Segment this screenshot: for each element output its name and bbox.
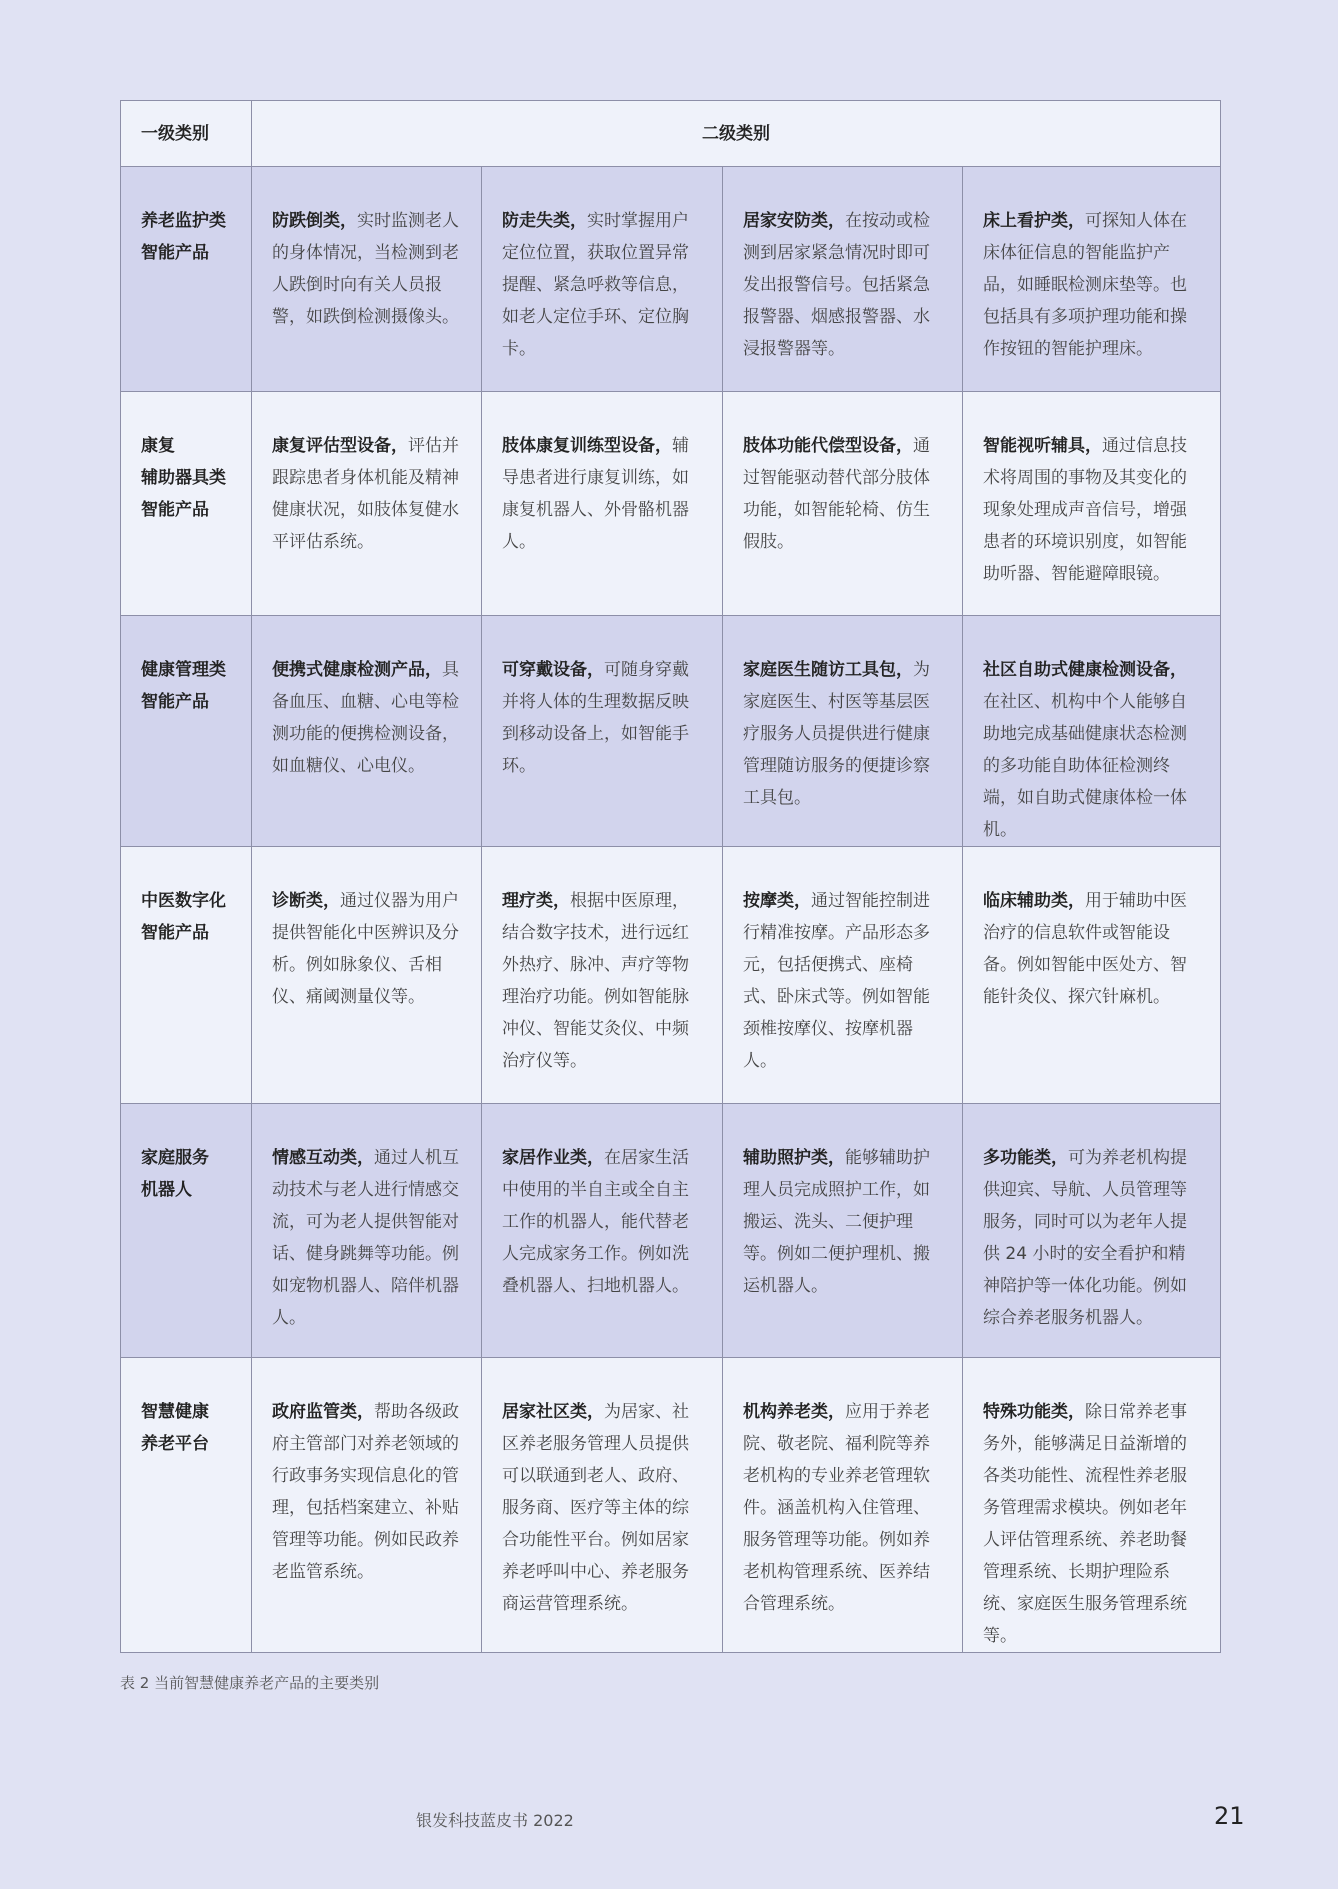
item-body: 除日常养老事务外，能够满足日益渐增的各类功能性、流程性养老服务管理需求模块。例如老年人评估管理系统、养老助餐管理系统、长期护理险系统、家庭医生服务管理系统等。 — [983, 1402, 1187, 1646]
table-header-row — [121, 101, 1221, 167]
item-sep: ， — [587, 1148, 604, 1168]
item-cell — [482, 1104, 723, 1358]
category-cell — [121, 616, 252, 847]
category-table — [120, 100, 1221, 1653]
category-text: 智慧健康 养老平台 — [141, 1402, 209, 1454]
item-sep: ， — [828, 211, 845, 231]
item-title: 床上看护类 — [983, 211, 1068, 231]
item-body: 通过智能控制进行精准按摩。产品形态多元，包括便携式、座椅式、卧床式等。例如智能颈椎按摩仪、按摩机器人。 — [743, 891, 930, 1071]
item-title: 机构养老类 — [743, 1402, 828, 1422]
item-cell — [963, 167, 1221, 392]
item-sep: ， — [896, 436, 913, 456]
category-cell — [121, 1358, 252, 1653]
item-title: 便携式健康检测产品 — [272, 660, 425, 680]
item-title: 理疗类 — [502, 891, 553, 911]
item-cell — [963, 392, 1221, 616]
item-title: 诊断类 — [272, 891, 323, 911]
category-text: 中医数字化 智能产品 — [141, 891, 226, 943]
item-cell — [252, 167, 482, 392]
item-title: 居家社区类 — [502, 1402, 587, 1422]
category-text: 康复 辅助器具类 智能产品 — [141, 436, 226, 520]
table-caption: 表 2 当前智慧健康养老产品的主要类别 — [120, 1674, 380, 1692]
item-body: 辅导患者进行康复训练，如康复机器人、外骨骼机器人。 — [502, 436, 689, 552]
item-cell — [482, 616, 723, 847]
item-body: 帮助各级政府主管部门对养老领域的行政事务实现信息化的管理，包括档案建立、补贴管理等功能。例如民政养老监管系统。 — [272, 1402, 459, 1582]
item-cell — [723, 616, 963, 847]
table-row — [121, 1104, 1221, 1358]
item-cell — [963, 1104, 1221, 1358]
category-text: 养老监护类 智能产品 — [141, 211, 226, 263]
item-body: 评估并跟踪患者身体机能及精神健康状况，如肢体复健水平评估系统。 — [272, 436, 459, 552]
item-cell — [963, 1358, 1221, 1653]
item-body: 实时监测老人的身体情况，当检测到老人跌倒时向有关人员报警，如跌倒检测摄像头。 — [272, 211, 459, 327]
item-title: 辅助照护类 — [743, 1148, 828, 1168]
item-body: 在社区、机构中个人能够自助地完成基础健康状态检测的多功能自助体征检测终端，如自助式健康体检一体机。 — [983, 692, 1187, 840]
item-title: 防走失类 — [502, 211, 570, 231]
item-cell — [482, 847, 723, 1104]
item-sep: ， — [794, 891, 811, 911]
item-sep: ， — [323, 891, 340, 911]
item-sep: ， — [357, 1402, 374, 1422]
item-cell — [252, 616, 482, 847]
item-sep: ， — [1068, 1402, 1085, 1422]
table-row — [121, 847, 1221, 1104]
item-title: 按摩类 — [743, 891, 794, 911]
item-sep: ， — [587, 1402, 604, 1422]
table-row — [121, 616, 1221, 847]
table-row — [121, 1358, 1221, 1653]
item-cell — [963, 616, 1221, 847]
item-sep: ， — [1051, 1148, 1068, 1168]
item-cell — [963, 847, 1221, 1104]
item-title: 防跌倒类 — [272, 211, 340, 231]
item-sep: ， — [425, 660, 442, 680]
item-cell — [723, 1358, 963, 1653]
item-cell — [723, 167, 963, 392]
item-sep: ， — [1170, 660, 1187, 680]
item-title: 家居作业类 — [502, 1148, 587, 1168]
item-sep: ， — [553, 891, 570, 911]
item-body: 能够辅助护理人员完成照护工作，如搬运、洗头、二便护理等。例如二便护理机、搬运机器人。 — [743, 1148, 930, 1296]
item-cell — [252, 392, 482, 616]
item-body: 通过仪器为用户提供智能化中医辨识及分析。例如脉象仪、舌相仪、痛阈测量仪等。 — [272, 891, 459, 1007]
item-cell — [482, 392, 723, 616]
item-sep: ， — [1068, 891, 1085, 911]
item-cell — [252, 1358, 482, 1653]
category-text: 健康管理类 智能产品 — [141, 660, 226, 712]
item-body: 在居家生活中使用的半自主或全自主工作的机器人，能代替老人完成家务工作。例如洗叠机器人、扫地机器人。 — [502, 1148, 689, 1296]
category-cell — [121, 847, 252, 1104]
item-cell — [723, 847, 963, 1104]
item-body: 用于辅助中医治疗的信息软件或智能设备。例如智能中医处方、智能针灸仪、探穴针麻机。 — [983, 891, 1187, 1007]
item-body: 根据中医原理，结合数字技术，进行远红外热疗、脉冲、声疗等物理治疗功能。例如智能脉冲仪、智能艾灸仪、中频治疗仪等。 — [502, 891, 689, 1071]
item-title: 情感互动类 — [272, 1148, 357, 1168]
item-cell — [482, 167, 723, 392]
item-sep: ， — [655, 436, 672, 456]
item-sep: ， — [391, 436, 408, 456]
item-body: 实时掌握用户定位位置，获取位置异常提醒、紧急呼救等信息，如老人定位手环、定位胸卡。 — [502, 211, 689, 359]
item-title: 特殊功能类 — [983, 1402, 1068, 1422]
item-title: 政府监管类 — [272, 1402, 357, 1422]
item-title: 居家安防类 — [743, 211, 828, 231]
item-sep: ， — [340, 211, 357, 231]
item-sep: ， — [357, 1148, 374, 1168]
item-title: 多功能类 — [983, 1148, 1051, 1168]
item-title: 肢体功能代偿型设备 — [743, 436, 896, 456]
item-body: 可随身穿戴并将人体的生理数据反映到移动设备上，如智能手环。 — [502, 660, 689, 776]
item-sep: ， — [896, 660, 913, 680]
item-title: 家庭医生随访工具包 — [743, 660, 896, 680]
item-sep: ， — [1085, 436, 1102, 456]
item-title: 临床辅助类 — [983, 891, 1068, 911]
item-title: 可穿戴设备 — [502, 660, 587, 680]
item-sep: ， — [1068, 211, 1085, 231]
category-cell — [121, 167, 252, 392]
footer-title: 银发科技蓝皮书 2022 — [416, 1811, 574, 1830]
header-level1: 一级类别 — [121, 101, 252, 167]
item-title: 肢体康复训练型设备 — [502, 436, 655, 456]
item-cell — [723, 1104, 963, 1358]
item-body: 可为养老机构提供迎宾、导航、人员管理等服务，同时可以为老年人提供 24 小时的安全看护和精神陪护等一体化功能。例如综合养老服务机器人。 — [983, 1148, 1187, 1328]
item-body: 在按动或检测到居家紧急情况时即可发出报警信号。包括紧急报警器、烟感报警器、水浸报警器等。 — [743, 211, 930, 359]
item-title: 康复评估型设备 — [272, 436, 391, 456]
table-row — [121, 392, 1221, 616]
category-text: 家庭服务 机器人 — [141, 1148, 209, 1200]
item-title: 智能视听辅具 — [983, 436, 1085, 456]
item-cell — [723, 392, 963, 616]
item-body: 可探知人体在床体征信息的智能监护产品，如睡眠检测床垫等。也包括具有多项护理功能和操作按钮的智能护理床。 — [983, 211, 1187, 359]
page-number: 21 — [1214, 1802, 1245, 1830]
item-body: 应用于养老院、敬老院、福利院等养老机构的专业养老管理软件。涵盖机构入住管理、服务管理等功能。例如养老机构管理系统、医养结合管理系统。 — [743, 1402, 930, 1614]
item-body: 具备血压、血糖、心电等检测功能的便携检测设备，如血糖仪、心电仪。 — [272, 660, 459, 776]
item-cell — [252, 847, 482, 1104]
header-level2: 二级类别 — [252, 101, 1221, 167]
item-cell — [482, 1358, 723, 1653]
item-sep: ， — [587, 660, 604, 680]
item-body: 为家庭医生、村医等基层医疗服务人员提供进行健康管理随访服务的便捷诊察工具包。 — [743, 660, 930, 808]
item-cell — [252, 1104, 482, 1358]
item-title: 社区自助式健康检测设备 — [983, 660, 1170, 680]
item-sep: ， — [570, 211, 587, 231]
item-body: 通过信息技术将周围的事物及其变化的现象处理成声音信号，增强患者的环境识别度，如智能助听器、智能避障眼镜。 — [983, 436, 1187, 584]
item-sep: ， — [828, 1402, 845, 1422]
category-cell — [121, 392, 252, 616]
item-body: 通过智能驱动替代部分肢体功能，如智能轮椅、仿生假肢。 — [743, 436, 930, 552]
item-body: 通过人机互动技术与老人进行情感交流，可为老人提供智能对话、健身跳舞等功能。例如宠物机器人、陪伴机器人。 — [272, 1148, 459, 1328]
item-body: 为居家、社区养老服务管理人员提供可以联通到老人、政府、服务商、医疗等主体的综合功能性平台。例如居家养老呼叫中心、养老服务商运营管理系统。 — [502, 1402, 689, 1614]
table-row — [121, 167, 1221, 392]
item-sep: ， — [828, 1148, 845, 1168]
category-cell — [121, 1104, 252, 1358]
